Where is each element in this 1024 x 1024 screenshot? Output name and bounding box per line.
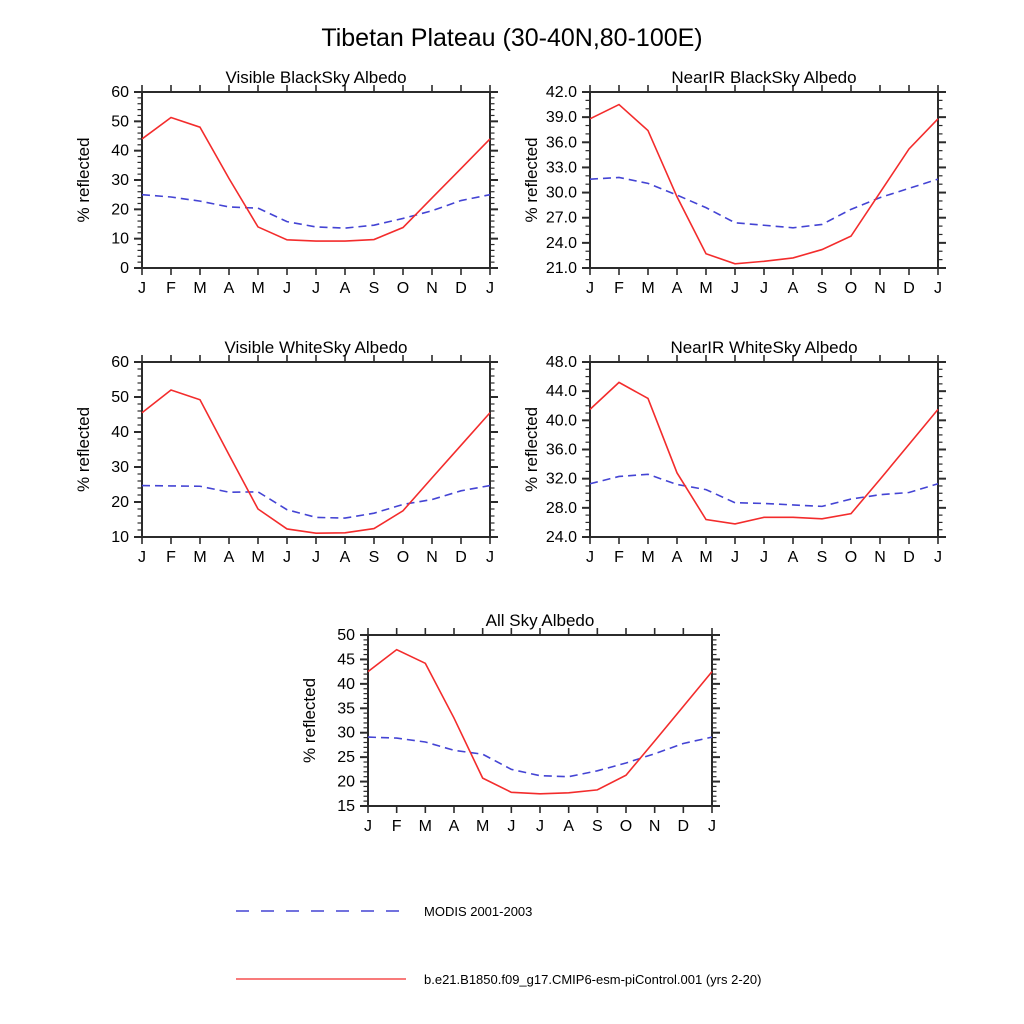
x-tick-label: J (486, 280, 494, 297)
x-tick-label: F (614, 549, 624, 566)
y-tick-label: 39.0 (545, 109, 577, 127)
x-tick-label: O (619, 818, 633, 835)
model-series-line (142, 390, 490, 533)
x-tick-label: N (648, 818, 661, 835)
y-tick-label: 40 (337, 675, 355, 693)
x-tick-label: J (138, 280, 146, 297)
plot-frame (590, 362, 938, 537)
x-tick-label: M (251, 280, 265, 297)
chart-title: Visible BlackSky Albedo (225, 68, 407, 87)
x-tick-label: A (223, 280, 235, 297)
x-tick-label: M (193, 280, 207, 297)
y-tick-label: 27.0 (545, 209, 577, 227)
y-tick-label: 24.0 (545, 529, 577, 546)
x-tick-label: M (251, 549, 265, 566)
x-tick-label: O (396, 280, 410, 297)
legend-label-model: b.e21.B1850.f09_g17.CMIP6-esm-piControl.001 (yrs 2-20) (424, 971, 762, 987)
y-tick-label: 42.0 (545, 84, 577, 101)
y-tick-label: 36.0 (545, 441, 577, 459)
y-tick-label: 50 (111, 113, 129, 131)
x-tick-label: J (536, 818, 544, 835)
y-tick-label: 15 (337, 798, 355, 815)
x-tick-label: J (760, 549, 768, 566)
modis-series-line (142, 486, 490, 519)
legend-label-modis: MODIS 2001-2003 (424, 903, 533, 919)
x-tick-label: J (586, 280, 594, 297)
y-tick-label: 44.0 (545, 383, 577, 401)
y-tick-label: 60 (111, 354, 129, 371)
y-tick-label: 50 (337, 627, 355, 644)
x-tick-label: A (787, 549, 799, 566)
modis-series-line (142, 195, 490, 228)
legend-item-model (232, 972, 761, 986)
y-tick-label: 40 (111, 142, 129, 160)
chart-title: NearIR WhiteSky Albedo (670, 338, 858, 357)
x-tick-label: J (312, 549, 320, 566)
model-series-line (142, 118, 490, 241)
plot-frame (590, 92, 938, 268)
x-tick-label: F (614, 280, 624, 297)
x-tick-label: A (671, 549, 683, 566)
x-tick-label: N (874, 549, 886, 566)
x-tick-label: D (903, 280, 915, 297)
chart-nearir-whitesky (522, 338, 946, 566)
y-axis-label: % reflected (522, 406, 541, 493)
x-tick-label: J (731, 280, 739, 297)
x-tick-label: S (368, 549, 380, 566)
x-tick-label: J (760, 280, 768, 297)
y-tick-label: 40.0 (545, 412, 577, 430)
x-tick-label: O (396, 549, 410, 566)
y-tick-label: 33.0 (545, 159, 577, 177)
chart-nearir-blacksky (522, 68, 946, 297)
y-axis-label: % reflected (74, 406, 93, 493)
x-tick-label: A (671, 280, 683, 297)
x-tick-label: F (166, 280, 176, 297)
plot-frame (142, 362, 490, 537)
x-tick-label: J (486, 549, 494, 566)
x-tick-label: A (223, 549, 235, 566)
x-tick-label: M (476, 818, 490, 835)
y-tick-label: 60 (111, 84, 129, 101)
x-tick-label: S (591, 818, 603, 835)
y-axis-label: % reflected (74, 137, 93, 223)
x-tick-label: J (283, 549, 291, 566)
x-tick-label: N (426, 280, 438, 297)
x-tick-label: D (903, 549, 915, 566)
y-tick-label: 48.0 (545, 354, 577, 371)
x-tick-label: J (934, 280, 942, 297)
model-series-line (590, 382, 938, 523)
x-tick-label: M (641, 280, 655, 297)
x-tick-label: D (455, 549, 467, 566)
x-tick-label: A (787, 280, 799, 297)
x-tick-label: J (507, 818, 516, 835)
x-tick-label: F (391, 818, 402, 835)
x-tick-label: N (426, 549, 438, 566)
x-tick-label: M (699, 280, 713, 297)
modis-line-sample (232, 904, 410, 918)
y-tick-label: 45 (337, 651, 355, 669)
y-tick-label: 36.0 (545, 134, 577, 152)
y-tick-label: 20 (111, 494, 129, 511)
y-tick-label: 32.0 (545, 470, 577, 488)
chart-title: All Sky Albedo (485, 611, 595, 630)
x-tick-label: S (368, 280, 380, 297)
x-tick-label: J (364, 818, 372, 835)
modis-series-line (590, 474, 938, 506)
y-axis-label: % reflected (522, 137, 541, 223)
x-tick-label: J (283, 280, 291, 297)
y-axis-label: % reflected (300, 677, 319, 764)
y-tick-label: 0 (120, 260, 129, 277)
y-tick-label: 50 (111, 389, 129, 406)
x-tick-label: D (455, 280, 467, 297)
y-tick-label: 30.0 (545, 184, 577, 202)
x-tick-label: J (312, 280, 320, 297)
x-tick-label: S (816, 280, 828, 297)
chart-visible-blacksky (74, 68, 498, 297)
chart-title: Visible WhiteSky Albedo (224, 338, 408, 357)
figure-title: Tibetan Plateau (30-40N,80-100E) (321, 24, 703, 52)
y-tick-label: 20 (337, 773, 355, 791)
x-tick-label: M (193, 549, 207, 566)
x-tick-label: J (934, 549, 942, 566)
legend-item-modis (232, 904, 532, 918)
x-tick-label: A (563, 818, 575, 835)
x-tick-label: A (448, 818, 460, 835)
model-series-line (590, 105, 938, 264)
y-tick-label: 21.0 (545, 260, 577, 277)
x-tick-label: O (844, 280, 858, 297)
x-tick-label: N (874, 280, 886, 297)
x-tick-label: A (339, 280, 351, 297)
y-tick-label: 28.0 (545, 499, 577, 517)
y-tick-label: 30 (337, 724, 355, 742)
x-tick-label: F (166, 549, 176, 566)
x-tick-label: D (677, 818, 690, 835)
x-tick-label: M (641, 549, 655, 566)
chart-all-sky (300, 611, 720, 835)
y-tick-label: 20 (111, 201, 129, 219)
chart-visible-whitesky (74, 338, 498, 566)
x-tick-label: J (731, 549, 739, 566)
y-tick-label: 10 (111, 230, 129, 248)
chart-title: NearIR BlackSky Albedo (671, 68, 857, 87)
x-tick-label: S (816, 549, 828, 566)
y-tick-label: 25 (337, 749, 355, 767)
modis-series-line (368, 737, 712, 777)
y-tick-label: 30 (111, 459, 129, 476)
x-tick-label: O (844, 549, 858, 566)
x-tick-label: M (699, 549, 713, 566)
x-tick-label: A (339, 549, 351, 566)
y-tick-label: 35 (337, 700, 355, 718)
y-tick-label: 30 (111, 172, 129, 189)
y-tick-label: 10 (111, 529, 129, 546)
x-tick-label: J (586, 549, 594, 566)
model-line-sample (232, 972, 410, 986)
model-series-line (368, 650, 712, 794)
x-tick-label: J (138, 549, 146, 566)
x-tick-label: M (418, 818, 432, 835)
x-tick-label: J (708, 818, 716, 835)
y-tick-label: 40 (111, 424, 129, 441)
y-tick-label: 24.0 (545, 234, 577, 252)
